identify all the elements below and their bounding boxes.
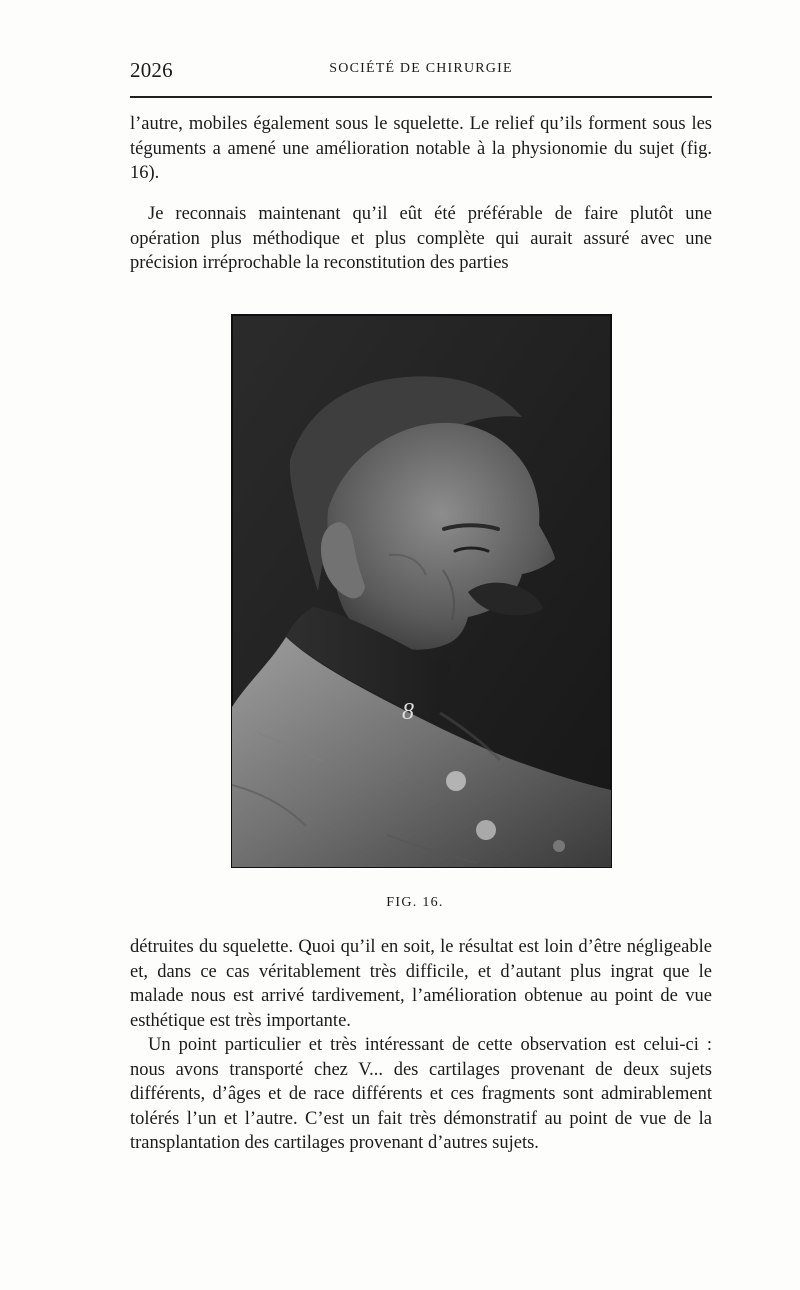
running-title: SOCIÉTÉ DE CHIRURGIE [329,61,513,76]
closing-text-block [130,935,712,1156]
paragraph-3: détruites du squelette. Quoi qu’il en soit, le résultat est loin d’être négligeable et, dans ce cas véritablement très difficile, et d’autant plus ingrat que le malade nous est arrivé tardivement, l’amélioration obtenue au point de vue esthétique est très importante. [130,937,712,1031]
page-number: 2026 [130,58,173,82]
portrait-photograph [231,314,612,868]
running-header [130,58,712,86]
paragraph-2: Je reconnais maintenant qu’il eût été préférable de faire plutôt une opération plus méthodique et plus complète qui aurait assuré avec une précision irréprochable la reconstitution des parties [130,204,712,273]
coat-button [476,820,496,840]
second-paragraph-block [130,202,712,276]
paragraph-1: l’autre, mobiles également sous le squelette. Le relief qu’ils forment sous les téguments a amené une amélioration notable à la physionomie du sujet (fig. 16). [130,114,712,183]
paragraph-4: Un point particulier et très intéressant de cette observation est celui-ci : nous avons transporté chez V... des cartilages provenant de deux sujets différents, d’âges et de race différents et ces fragments sont admirablement tolérés l’un et l’autre. C’est un fait très démonstratif au point de vue de la transplantation des cartilages provenant d’autres sujets. [130,1035,712,1153]
collar-number: 8 [402,699,414,725]
decoration-icon [553,840,565,852]
portrait-illustration [232,315,611,867]
opening-paragraph-block [130,112,712,186]
coat-button [446,771,466,791]
figure-caption: FIG. 16. [386,895,444,910]
header-rule [130,96,712,98]
